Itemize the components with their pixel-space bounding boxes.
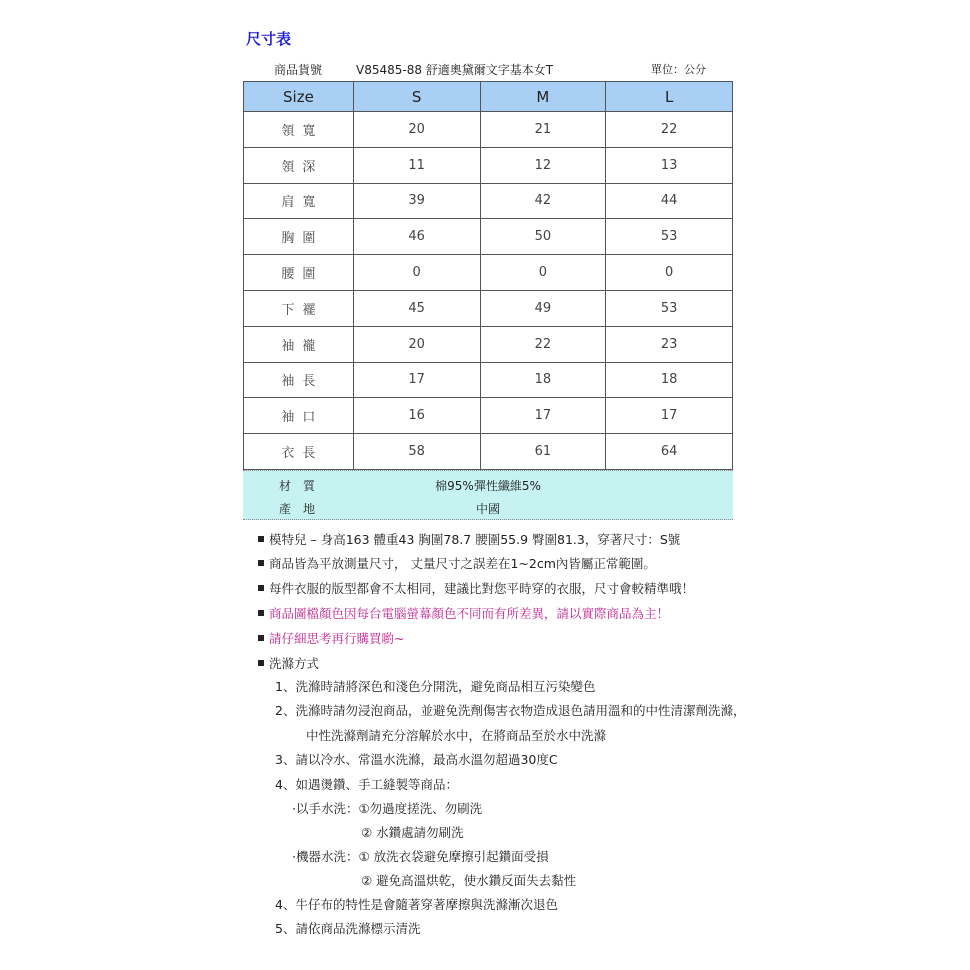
cell-value: 58	[353, 434, 480, 470]
cell-value: 0	[353, 255, 480, 291]
note-item	[258, 604, 669, 622]
wash-line: ·機器水洗：① 放洗衣袋避免摩擦引起鑽面受損	[292, 849, 549, 864]
row-label: 腰圍	[244, 255, 354, 291]
header-m: M	[480, 82, 606, 112]
wash-line: 中性洗滌劑請充分溶解於水中，在將商品至於水中洗滌	[306, 728, 607, 743]
note-item	[258, 579, 694, 597]
note-text: 商品皆為平放測量尺寸， 丈量尺寸之誤差在1~2cm內皆屬正常範圍。	[269, 556, 656, 571]
row-label: 領寬	[244, 112, 354, 148]
origin-row	[243, 500, 733, 518]
wash-line: 4、如遇燙鑽、手工縫製等商品：	[275, 777, 458, 792]
cell-value: 0	[480, 255, 606, 291]
cell-value: 20	[353, 112, 480, 148]
wash-line: 1、洗滌時請將深色和淺色分開洗，避免商品相互污染變色	[275, 679, 596, 694]
row-label: 袖口	[244, 398, 354, 434]
table-row	[244, 362, 733, 398]
cell-value: 53	[606, 219, 733, 255]
wash-line: ② 水鑽處請勿刷洗	[361, 825, 464, 840]
table-row	[244, 434, 733, 470]
size-table	[243, 81, 733, 470]
cell-value: 17	[480, 398, 606, 434]
cell-value: 13	[606, 147, 733, 183]
note-text: 模特兒 – 身高163 體重43 胸圍78.7 腰圍55.9 臀圍81.3，穿著尺寸：S號	[269, 532, 681, 547]
cell-value: 46	[353, 219, 480, 255]
row-label: 袖長	[244, 362, 354, 398]
row-label: 領深	[244, 147, 354, 183]
header-l: L	[606, 82, 733, 112]
row-label: 胸圍	[244, 219, 354, 255]
cell-value: 18	[606, 362, 733, 398]
material-label: 材質	[279, 479, 328, 493]
table-row	[244, 219, 733, 255]
table-row	[244, 290, 733, 326]
header-s: S	[353, 82, 480, 112]
bullet-icon	[258, 660, 264, 666]
page-title: 尺寸表	[246, 30, 292, 48]
note-text: 請仔細思考再行購買喲~	[269, 631, 405, 646]
unit-label: 單位：公分	[651, 63, 706, 76]
bullet-icon	[258, 560, 264, 566]
note-item	[258, 554, 656, 572]
wash-line: ·以手水洗：①勿過度搓洗、勿刷洗	[292, 801, 483, 816]
cell-value: 45	[353, 290, 480, 326]
bullet-icon	[258, 536, 264, 542]
cell-value: 16	[353, 398, 480, 434]
bullet-icon	[258, 585, 264, 591]
cell-value: 42	[480, 183, 606, 219]
cell-value: 0	[606, 255, 733, 291]
cell-value: 11	[353, 147, 480, 183]
note-text: 洗滌方式	[269, 656, 320, 671]
wash-line: 3、請以冷水、常溫水洗滌，最高水溫勿超過30度C	[275, 752, 558, 767]
wash-line: ② 避免高溫烘乾，使水鑽反面失去黏性	[361, 873, 577, 888]
note-item	[258, 654, 319, 672]
row-label: 肩寬	[244, 183, 354, 219]
table-row	[244, 326, 733, 362]
cell-value: 50	[480, 219, 606, 255]
cell-value: 17	[353, 362, 480, 398]
cell-value: 22	[480, 326, 606, 362]
cell-value: 12	[480, 147, 606, 183]
wash-line: 5、請依商品洗滌標示清洗	[275, 921, 421, 936]
cell-value: 44	[606, 183, 733, 219]
note-text: 每件衣服的版型都會不太相同，建議比對您平時穿的衣服，尺寸會較精準哦！	[269, 581, 695, 596]
product-code-value: V85485-88 舒適奧黛爾文字基本女T	[356, 63, 554, 77]
row-label: 袖襱	[244, 326, 354, 362]
table-row	[244, 183, 733, 219]
cell-value: 53	[606, 290, 733, 326]
cell-value: 17	[606, 398, 733, 434]
table-row	[244, 398, 733, 434]
cell-value: 49	[480, 290, 606, 326]
cell-value: 23	[606, 326, 733, 362]
table-row	[244, 147, 733, 183]
table-row	[244, 255, 733, 291]
cell-value: 22	[606, 112, 733, 148]
size-header-row	[244, 82, 733, 112]
bullet-icon	[258, 635, 264, 641]
cell-value: 20	[353, 326, 480, 362]
note-item	[258, 530, 680, 548]
header-size: Size	[244, 82, 354, 112]
product-code-label: 商品貨號	[274, 63, 323, 77]
cell-value: 64	[606, 434, 733, 470]
row-label: 下襬	[244, 290, 354, 326]
cell-value: 18	[480, 362, 606, 398]
origin-value: 中國	[475, 502, 500, 516]
note-text: 商品圖檔顏色因每台電腦螢幕顏色不同而有所差異，請以實際商品為主！	[269, 606, 670, 621]
row-label: 衣長	[244, 434, 354, 470]
cell-value: 21	[480, 112, 606, 148]
wash-line: 4、牛仔布的特性是會隨著穿著摩擦與洗滌漸次退色	[275, 897, 558, 912]
table-row	[244, 112, 733, 148]
material-section	[243, 470, 733, 520]
cell-value: 39	[353, 183, 480, 219]
bullet-icon	[258, 610, 264, 616]
cell-value: 61	[480, 434, 606, 470]
material-row	[243, 477, 733, 495]
product-meta	[246, 61, 732, 79]
material-value: 棉95%彈性纖維5%	[435, 479, 541, 493]
wash-line: 2、洗滌時請勿浸泡商品，並避免洗劑傷害衣物造成退色請用溫和的中性清潔劑洗滌，	[275, 703, 746, 718]
origin-label: 產地	[279, 502, 328, 516]
note-item	[258, 629, 404, 647]
